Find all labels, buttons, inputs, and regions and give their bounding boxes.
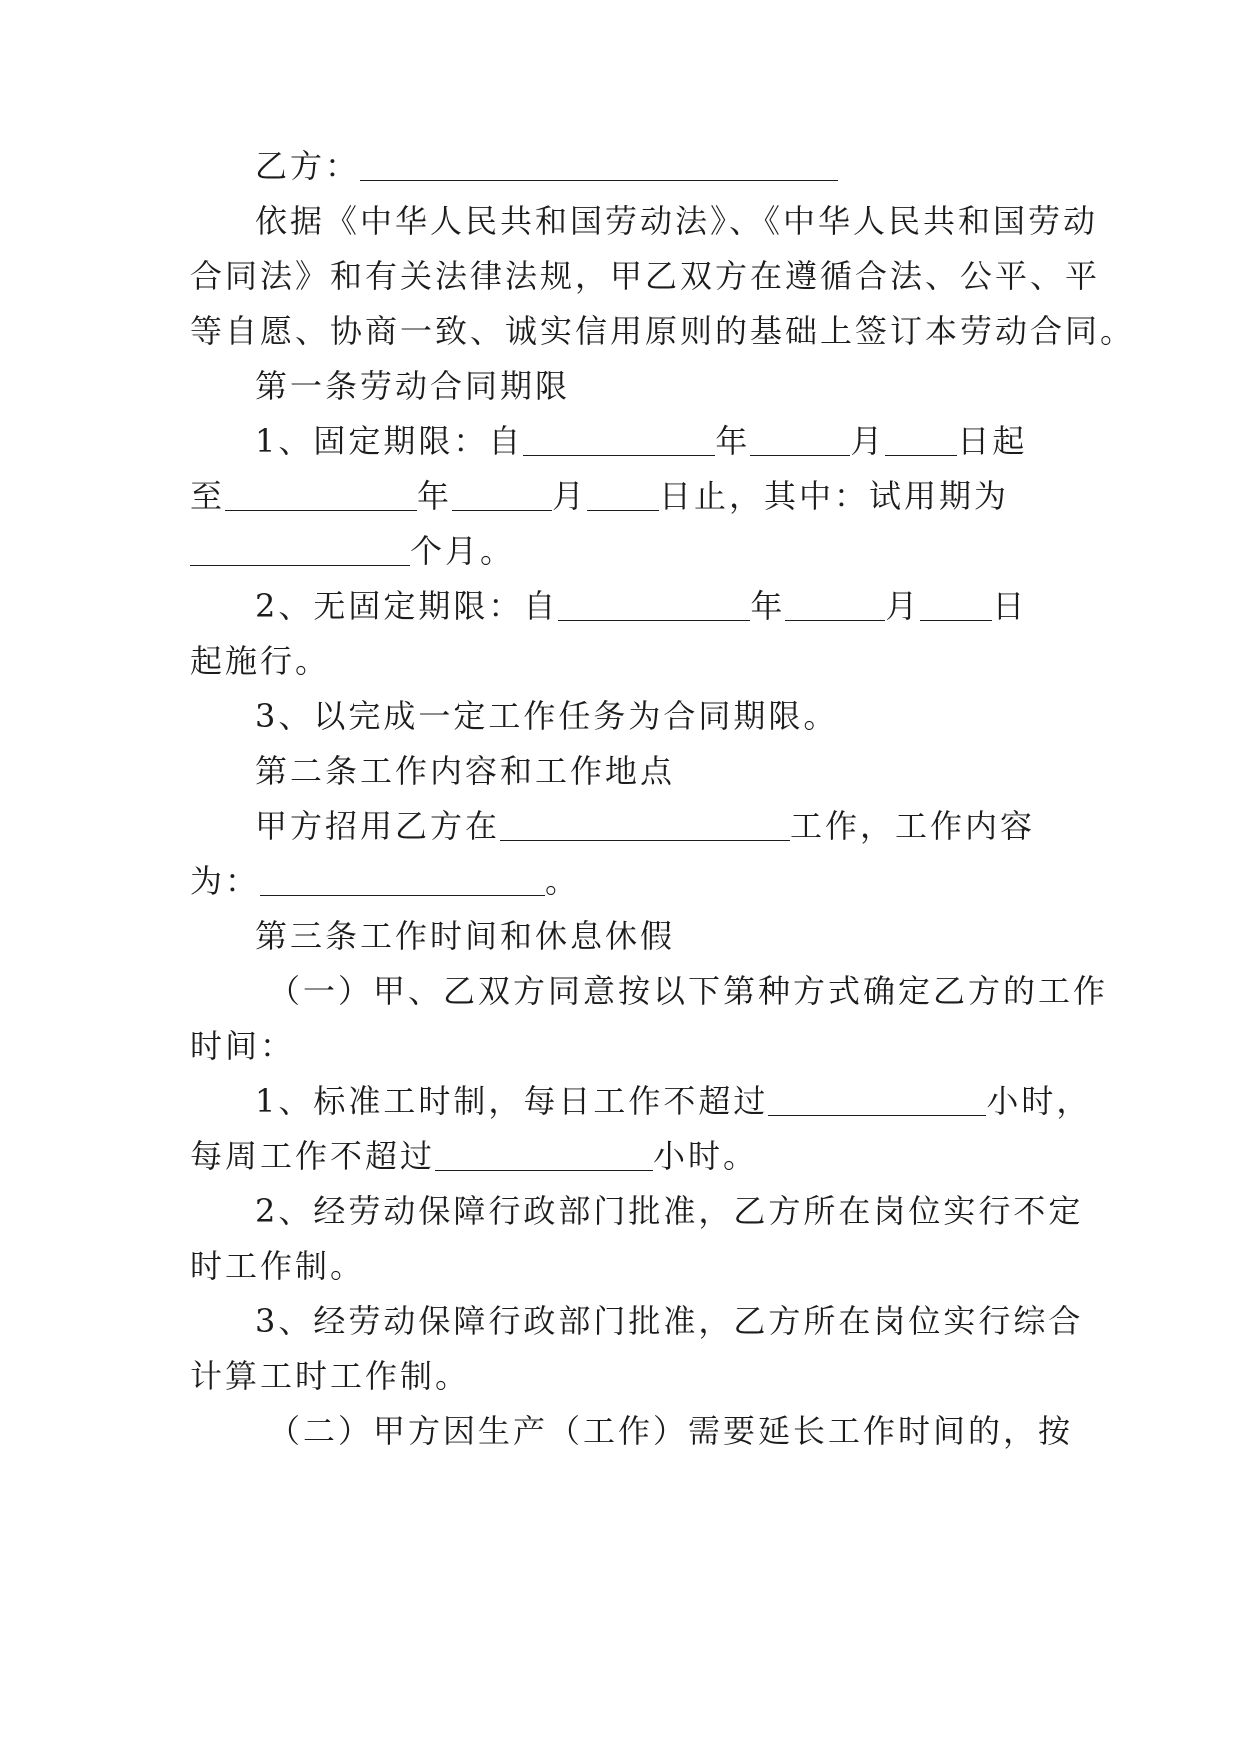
- month-label: 月: [552, 477, 588, 515]
- open-term-day-field[interactable]: [920, 580, 992, 621]
- probation-months-field[interactable]: [190, 525, 410, 566]
- fixed-term-line-1: [255, 412, 1070, 470]
- open-term-year-field[interactable]: [558, 580, 750, 621]
- job-content-prefix: 为：: [190, 862, 261, 900]
- job-content-line: [190, 852, 1070, 910]
- workplace-suffix: 工作，工作内容: [790, 807, 1036, 845]
- year-label: 年: [750, 587, 786, 625]
- open-term-line-1: [255, 577, 1070, 635]
- weekly-hours-field[interactable]: [435, 1130, 653, 1171]
- open-term-line-2: 起施行。: [190, 642, 331, 680]
- open-term-month-field[interactable]: [785, 580, 885, 621]
- day-start-label: 日起: [957, 422, 1028, 460]
- fixed-term-end-year-field[interactable]: [225, 470, 417, 511]
- standard-hours-prefix: 1、标准工时制，每日工作不超过: [255, 1082, 769, 1120]
- job-content-suffix: 。: [545, 862, 581, 900]
- workplace-prefix: 甲方招用乙方在: [255, 807, 501, 845]
- month-label: 月: [850, 422, 886, 460]
- flexible-line-2: 时工作制。: [190, 1247, 366, 1285]
- job-content-field[interactable]: [260, 855, 545, 896]
- intro-line-1: 依据《中华人民共和国劳动法》、《中华人民共和国劳动: [255, 202, 1099, 240]
- fixed-term-line-2: [190, 467, 1070, 525]
- flexible-line-1: 2、经劳动保障行政部门批准，乙方所在岗位实行不定: [255, 1192, 1084, 1230]
- intro-line-2: 合同法》和有关法律法规，甲乙双方在遵循合法、公平、平: [190, 257, 1101, 295]
- year-label: 年: [715, 422, 751, 460]
- hours-day-label: 小时，: [986, 1082, 1092, 1120]
- fixed-term-start-year-field[interactable]: [523, 415, 715, 456]
- fixed-term-line-3: [190, 522, 1070, 580]
- fixed-term-start-day-field[interactable]: [885, 415, 957, 456]
- fixed-term-end-month-field[interactable]: [452, 470, 552, 511]
- standard-hours-line-1: [255, 1072, 1092, 1130]
- party-b-label: 乙方：: [255, 147, 361, 185]
- article-3-title: 第三条工作时间和休息休假: [255, 917, 676, 955]
- party-b-line: [255, 137, 1070, 195]
- workplace-line: [255, 797, 1070, 855]
- clause-1-line-2: 时间：: [190, 1027, 296, 1065]
- fixed-term-prefix: 1、固定期限：自: [255, 422, 524, 460]
- article-2-title: 第二条工作内容和工作地点: [255, 752, 676, 790]
- intro-line-3: 等自愿、协商一致、诚实信用原则的基础上签订本劳动合同。: [190, 312, 1136, 350]
- standard-hours-line-2: [190, 1127, 1070, 1185]
- task-term-line: 3、以完成一定工作任务为合同期限。: [255, 697, 839, 735]
- clause-1-line-1: （一）甲、乙双方同意按以下第种方式确定乙方的工作: [268, 972, 1109, 1010]
- weekly-prefix: 每周工作不超过: [190, 1137, 436, 1175]
- month-label: 月: [885, 587, 921, 625]
- months-label: 个月。: [410, 532, 516, 570]
- daily-hours-field[interactable]: [768, 1075, 986, 1116]
- comprehensive-line-1: 3、经劳动保障行政部门批准，乙方所在岗位实行综合: [255, 1302, 1084, 1340]
- day-end-label: 日止，其中：试用期为: [659, 477, 1010, 515]
- to-label: 至: [190, 477, 226, 515]
- fixed-term-start-month-field[interactable]: [750, 415, 850, 456]
- day-label: 日: [992, 587, 1028, 625]
- workplace-field[interactable]: [500, 800, 790, 841]
- fixed-term-end-day-field[interactable]: [587, 470, 659, 511]
- article-1-title: 第一条劳动合同期限: [255, 367, 571, 405]
- open-term-prefix: 2、无固定期限：自: [255, 587, 559, 625]
- hours-week-label: 小时。: [653, 1137, 759, 1175]
- year-label: 年: [417, 477, 453, 515]
- comprehensive-line-2: 计算工时工作制。: [190, 1357, 471, 1395]
- clause-2-line: （二）甲方因生产（工作）需要延长工作时间的，按: [268, 1412, 1074, 1450]
- party-b-field[interactable]: [360, 140, 838, 181]
